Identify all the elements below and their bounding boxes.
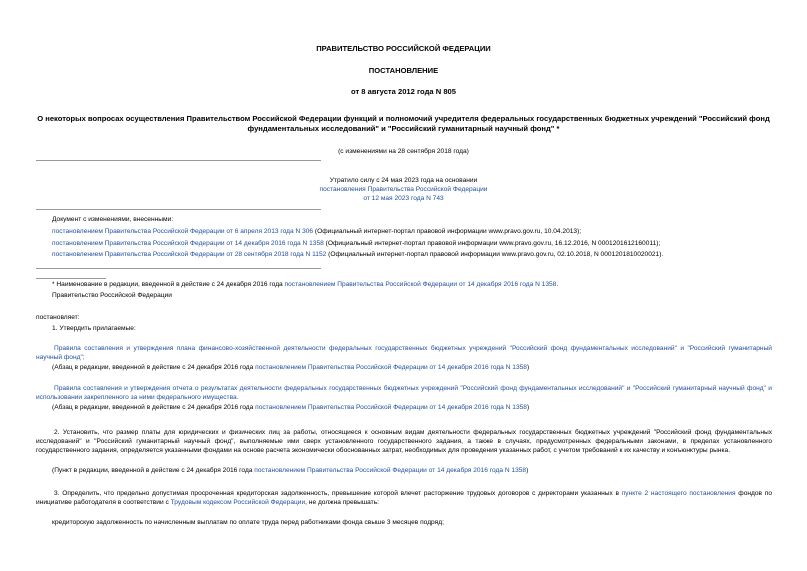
edit-note-link[interactable]: постановлением Правительства Российской Федерации от 14 декабря 2016 года N 1358 [255,404,527,411]
gov-line: Правительство Российской Федерации [52,292,172,299]
edit-note-end: ) [526,404,530,411]
paragraph-3-text: , не должна превышать: [305,498,379,506]
edit-note-text: (Абзац в редакции, введенной в действие с 24 декабря 2016 года [52,364,256,371]
changes-intro: Документ с изменениями, внесенными: [52,216,174,223]
change-link[interactable]: постановлением Правительства Российской Федерации от 14 декабря 2016 года N 1358 [52,239,324,247]
edit-note-link[interactable]: постановлением Правительства Российской Федерации от 14 декабря 2016 года N 1358 [255,364,527,371]
edit-note [52,467,528,476]
change-item [52,228,782,237]
paragraph-3-text: фондов по инициативе работодателя в соответствии с [36,490,772,506]
change-source: (Официальный интернет-портал правовой информации www.pravo.gov.ru, 16.12.2016, N 0001201612160011); [323,239,661,247]
separator-line [36,209,321,210]
doc-title: О некоторых вопросах осуществления Правительством Российской Федерации функций и полномочий учредителя федеральных государственных бюджетных учреждений "Российский фонд фундаментальных исследований" и "Российский гуманитарный научный фонд" * [37,114,770,133]
edit-note [52,404,529,413]
changes-list [52,216,782,260]
repeal-line: Утратило силу с 24 мая 2023 года на основании [329,177,478,184]
footnote [52,281,782,290]
footnote-link[interactable]: постановлением Правительства Российской Федерации от 14 декабря 2016 года N 1358 [284,281,557,288]
paragraph-3-text: 3. Определить, что предельно допустимая просроченная кредиторская задолженность, превышение которой влечет расторжение трудовых договоров с директорами указанных в [54,490,622,497]
change-link[interactable]: постановлением Правительства Российской Федерации от 6 апреля 2013 года N 306 [52,227,314,235]
rule-1-link[interactable]: Правила составления и утверждения плана финансово-хозяйственной деятельности федеральных государственных бюджетных учреждений "Российский фонд фундаментальных исследований" и "Российский гуманитарный научный фонд"; [36,345,772,361]
paragraph-1: 1. Утвердить прилагаемые: [52,325,136,332]
change-source: (Официальный интернет-портал правовой информации www.pravo.gov.ru, 02.10.2018, N 0001201810020021). [326,251,664,259]
edit-note [52,364,529,373]
change-link[interactable]: постановлением Правительства Российской Федерации от 28 сентября 2018 года N 1152 [52,251,327,259]
edit-note-text: (Пункт в редакции, введенной в действие с 24 декабря 2016 года [52,467,255,474]
edit-note-end: ) [526,364,530,371]
repeal-decree-date-link[interactable]: от 12 мая 2023 года N 743 [363,194,444,202]
change-source: (Официальный интернет-портал правовой информации www.pravo.gov.ru, 10.04.2013); [313,227,582,235]
edit-note-link[interactable]: постановлением Правительства Российской Федерации от 14 декабря 2016 года N 1358 [254,467,527,474]
revision-note: (с изменениями на 28 сентября 2018 года) [338,148,469,155]
edit-note-text: (Абзац в редакции, введенной в действие с 24 декабря 2016 года [52,404,256,411]
separator-line [36,268,321,269]
change-item [52,251,782,260]
paragraph-3-link-labor-code[interactable]: Трудовым кодексом Российской Федерации [170,498,306,506]
paragraph-4: кредиторскую задолженность по начисленным выплатам по оплате труда перед работниками фонда свыше 3 месяцев подряд; [52,519,444,526]
paragraph-2: 2. Установить, что размер платы для юридических и физических лиц за работы, относящиеся к основным видам деятельности федеральных государственных бюджетных учреждений "Российский фонд фундаментальных исследований" и "Российский гуманитарный научный фонд", выполняемые ими сверх установленного государственного задания, а также в случаях, предусмотренных федеральными законами, в пределах установленного государственного задания, определяется указанными фондами на основе расчета экономически обоснованных затрат, необходимых для проведения указанных работ, с учетом требований к их качеству и конъюнктуры рынка. [36,429,772,454]
doc-type: ПОСТАНОВЛЕНИЕ [368,66,439,75]
footnote-separator [36,278,106,279]
separator-line [36,160,321,161]
paragraph-3-link-item-2[interactable]: пункте 2 настоящего постановления [621,490,736,497]
repeal-decree-link[interactable]: постановления Правительства Российской Федерации [319,185,488,193]
repeal-status [0,177,807,203]
change-item [52,240,782,249]
doc-date: от 8 августа 2012 года N 805 [351,87,456,96]
footnote-end: . [556,281,559,288]
footnote-text: * Наименование в редакции, введенной в действие с 24 декабря 2016 года [52,281,285,288]
edit-note-end: ) [526,467,529,474]
org-name: ПРАВИТЕЛЬСТВО РОССИЙСКОЙ ФЕДЕРАЦИИ [316,44,491,53]
decrees-line: постановляет: [36,314,80,321]
rule-2-link[interactable]: Правила составления и утверждения отчета о результатах деятельности федеральных государственных бюджетных учреждений "Российский фонд фундаментальных исследований" и "Российский гуманитарный научный фонд" и использовании закрепленного за ними федерального имущества. [36,385,772,401]
paragraph-3 [36,490,772,508]
